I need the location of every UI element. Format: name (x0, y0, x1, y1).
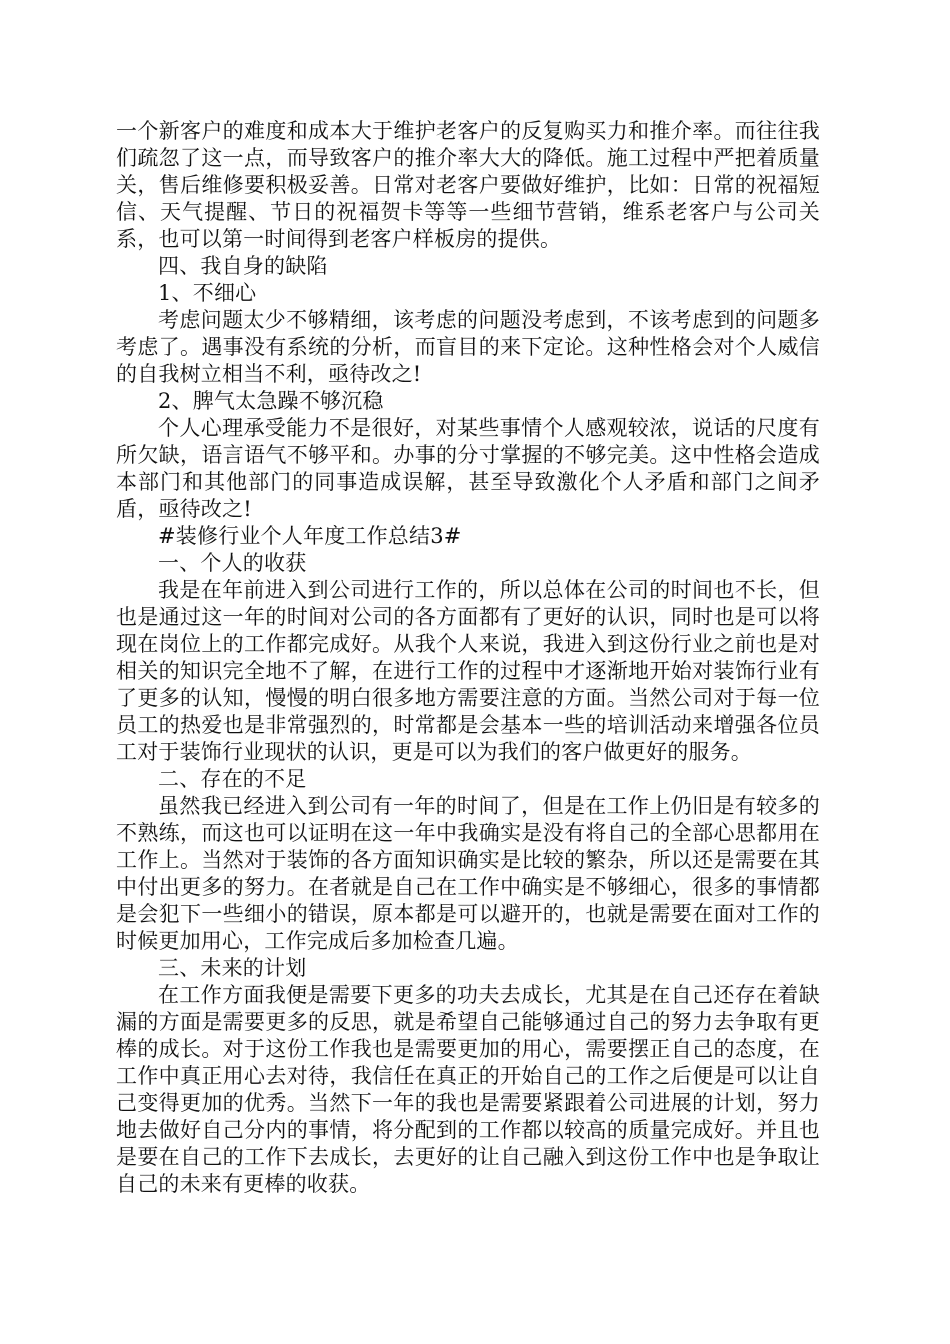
paragraph-customer-maintenance: 一个新客户的难度和成本大于维护老客户的反复购买力和推介率。而往往我们疏忽了这一点，而导致客户的推介率大大的降低。施工过程中严把着质量关，售后维修要积极妥善。日常对老客户要做好维护，比如：日常的祝福短信、天气提醒、节日的祝福贺卡等等一些细节营销，维系老客户与公司关系，也可以第一时间得到老客户样板房的提供。 (116, 119, 820, 251)
subheading-not-careful: 1、不细心 (158, 281, 257, 305)
heading-own-shortcomings: 四、我自身的缺陷 (158, 254, 328, 278)
paragraph-not-careful: 考虑问题太少不够精细，该考虑的问题没考虑到，不该考虑到的问题多考虑了。遇事没有系统的分析，而盲目的来下定论。这种性格会对个人威信的自我树立相当不利，亟待改之! (116, 308, 820, 386)
section-title-summary-3: #装修行业个人年度工作总结3# (158, 524, 462, 548)
paragraph-future-plan: 在工作方面我便是需要下更多的功夫去成长，尤其是在自己还存在着缺漏的方面是需要更多的反思，就是希望自己能够通过自己的努力去争取有更棒的成长。对于这份工作我也是需要更加的用心，需要摆正自己的态度，在工作中真正用心去对待，我信任在真正的开始自己的工作之后便是可以让自己变得更加的优秀。当然下一年的我也是需要紧跟着公司进展的计划，努力地去做好自己分内的事情，将分配到的工作都以较高的质量完成好。并且也是要在自己的工作下去成长，去更好的让自己融入到这份工作中也是争取让自己的未来有更棒的收获。 (116, 983, 820, 1196)
paragraph-personal-gains: 我是在年前进入到公司进行工作的，所以总体在公司的时间也不长，但也是通过这一年的时间对公司的各方面都有了更好的认识，同时也是可以将现在岗位上的工作都完成好。从我个人来说，我进入到这份行业之前也是对相关的知识完全地不了解，在进行工作的过程中才逐渐地开始对装饰行业有了更多的认知，慢慢的明白很多地方需要注意的方面。当然公司对于每一位员工的热爱也是非常强烈的，时常都是会基本一些的培训活动来增强各位员工对于装饰行业现状的认识，更是可以为我们的客户做更好的服务。 (116, 578, 820, 764)
paragraph-shortcomings: 虽然我已经进入到公司有一年的时间了，但是在工作上仍旧是有较多的不熟练，而这也可以证明在这一年中我确实是没有将自己的全部心思都用在工作上。当然对于装饰的各方面知识确实是比较的繁杂，所以还是需要在其中付出更多的努力。在者就是自己在工作中确实是不够细心，很多的事情都是会犯下一些细小的错误，原本都是可以避开的，也就是需要在面对工作的时候更加用心，工作完成后多加检查几遍。 (116, 794, 820, 953)
subheading-impatient: 2、脾气太急躁不够沉稳 (158, 389, 384, 413)
document-body (116, 118, 820, 1198)
heading-personal-gains: 一、个人的收获 (158, 551, 307, 575)
heading-shortcomings: 二、存在的不足 (158, 767, 307, 791)
paragraph-impatient: 个人心理承受能力不是很好，对某些事情个人感观较浓，说话的尺度有所欠缺，语言语气不够平和。办事的分寸掌握的不够完美。这中性格会造成本部门和其他部门的同事造成误解，甚至导致激化个人矛盾和部门之间矛盾，亟待改之! (116, 416, 820, 521)
heading-future-plan: 三、未来的计划 (158, 956, 307, 980)
